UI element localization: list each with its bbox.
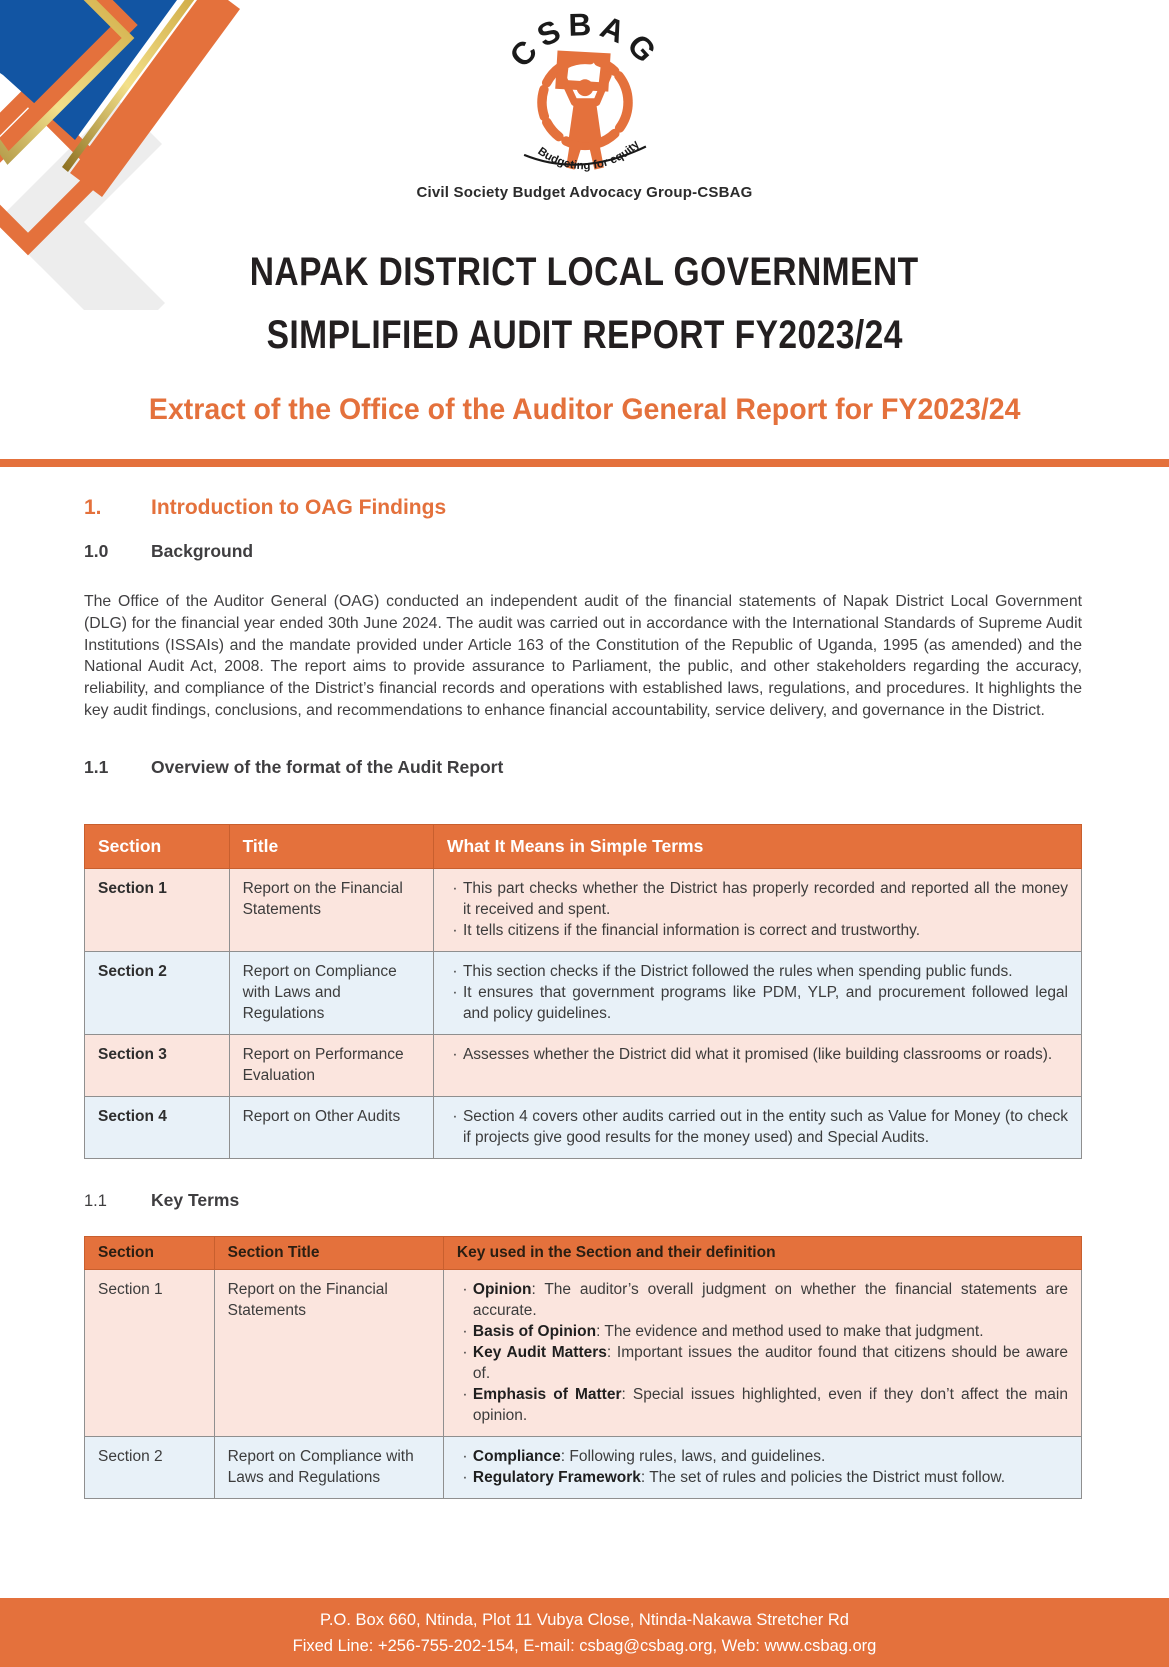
table-row: [85, 1096, 1082, 1158]
csbag-logo: [459, 10, 711, 178]
bullet-text: Assesses whether the District did what it promised (like building classrooms or roads).: [462, 1045, 1053, 1063]
section-heading-intro: [84, 496, 1082, 520]
report-body: [84, 496, 1082, 1499]
column-header: Section: [85, 1236, 215, 1269]
subsection-heading-background: [84, 541, 1082, 562]
table-header-row: [85, 824, 1082, 868]
cell-description: [443, 1269, 1081, 1436]
bullet-text: It tells citizens if the financial information is correct and trustworthy.: [462, 921, 921, 939]
cell-section: Section 1: [85, 1269, 215, 1436]
column-header: Section Title: [214, 1236, 443, 1269]
background-paragraph: The Office of the Auditor General (OAG) conducted an independent audit of the financial statements of Napak District Local Government (DLG) for the financial year ended 30th June 2024. The audit was carried out in accordance with the International Standards of Supreme Audit Institutions (ISSAIs) and the mandate provided under Article 163 of the Constitution of the Republic of Uganda, 1995 (as amended) and the National Audit Act, 2008. The report aims to provide assurance to Parliament, the public, and other stakeholders regarding the accuracy, reliability, and compliance of the District’s financial records and operations with established laws, regulations, and procedures. It highlights the key audit findings, conclusions, and recommendations to enhance financial accountability, service delivery, and governance in the District.: [84, 593, 1082, 719]
bullet-item: [447, 961, 1068, 982]
bullet-item: [457, 1467, 1068, 1488]
bullet-item: [447, 920, 1068, 941]
cell-title: Report on the Financial Statements: [214, 1269, 443, 1436]
column-header: Section: [85, 824, 230, 868]
cell-section: Section 3: [85, 1034, 230, 1096]
bullet-item: [457, 1342, 1068, 1384]
page-footer: [0, 1598, 1169, 1667]
report-subtitle: Extract of the Office of the Auditor General Report for FY2023/24: [148, 393, 1021, 426]
cell-title: Report on Other Audits: [229, 1096, 433, 1158]
cell-description: [433, 1096, 1081, 1158]
bullet-item: [447, 1044, 1068, 1065]
footer-address: P.O. Box 660, Ntinda, Plot 11 Vubya Close, Ntinda-Nakawa Stretcher Rd: [320, 1611, 849, 1629]
cell-description: [443, 1436, 1081, 1498]
report-header: [0, 0, 1169, 433]
logo-tagline: Budgeting for equity: [534, 138, 642, 173]
bullet-text: Basis of Opinion: The evidence and method used to make that judgment.: [472, 1322, 984, 1340]
bullet-marker: ·: [452, 921, 458, 939]
bullet-marker: ·: [452, 983, 458, 1001]
section-number: 1.: [84, 496, 102, 519]
cell-description: [433, 1034, 1081, 1096]
bullet-text: Emphasis of Matter: Special issues highlighted, even if they don’t affect the main opinion.: [472, 1385, 1068, 1424]
subsection-title: Key Terms: [151, 1189, 240, 1210]
subsection-number: 1.1: [84, 756, 109, 777]
bullet-marker: ·: [462, 1280, 468, 1298]
orange-divider-rule: [0, 459, 1169, 467]
bullet-item: [457, 1279, 1068, 1321]
bullet-text: This section checks if the District followed the rules when spending public funds.: [462, 962, 1013, 980]
key-terms-table: [84, 1236, 1082, 1499]
footer-contacts: Fixed Line: +256-755-202-154, E-mail: csbag@csbag.org, Web: www.csbag.org: [292, 1637, 877, 1655]
bullet-text: Compliance: Following rules, laws, and guidelines.: [472, 1447, 826, 1465]
svg-text:CSBAG: [502, 10, 668, 74]
logo-figure-head: [576, 79, 593, 96]
bullet-marker: ·: [462, 1322, 468, 1340]
bullet-item: [457, 1321, 1068, 1342]
bullet-item: [457, 1384, 1068, 1426]
report-title-line2: SIMPLIFIED AUDIT REPORT FY2023/24: [266, 313, 903, 357]
bullet-marker: ·: [462, 1468, 468, 1486]
bullet-marker: ·: [462, 1385, 468, 1403]
bullet-marker: ·: [452, 1107, 458, 1125]
bullet-marker: ·: [462, 1343, 468, 1361]
column-header: Title: [229, 824, 433, 868]
report-title-line1: NAPAK DISTRICT LOCAL GOVERNMENT: [250, 250, 919, 294]
report-title: [0, 241, 1169, 367]
subsection-heading-key-terms: [84, 1190, 1082, 1211]
cell-section: Section 2: [85, 1436, 215, 1498]
bullet-item: [457, 1446, 1068, 1467]
bullet-text: Opinion: The auditor’s overall judgment on whether the financial statements are accurate.: [472, 1280, 1068, 1319]
bullet-marker: ·: [462, 1447, 468, 1465]
bullet-text: Key Audit Matters: Important issues the auditor found that citizens should be aware of.: [472, 1343, 1068, 1382]
cell-section: Section 2: [85, 951, 230, 1034]
bullet-marker: ·: [452, 962, 458, 980]
subsection-title: Background: [151, 541, 254, 561]
audit-report-format-table: [84, 824, 1082, 1159]
bullet-text: This part checks whether the District has properly recorded and reported all the money it received and spent.: [462, 879, 1068, 918]
subsection-number: 1.1: [84, 1191, 107, 1210]
bullet-text: Regulatory Framework: The set of rules and policies the District must follow.: [472, 1468, 1005, 1486]
cell-title: Report on the Financial Statements: [229, 868, 433, 951]
cell-section: Section 4: [85, 1096, 230, 1158]
bullet-marker: ·: [452, 1045, 458, 1063]
column-header: What It Means in Simple Terms: [433, 824, 1081, 868]
table-row: [85, 1436, 1082, 1498]
cell-title: Report on Performance Evaluation: [229, 1034, 433, 1096]
cell-description: [433, 868, 1081, 951]
table-row: [85, 868, 1082, 951]
bullet-text: It ensures that government programs like PDM, YLP, and procurement followed legal and policy guidelines.: [462, 983, 1068, 1022]
subsection-title: Overview of the format of the Audit Report: [151, 756, 504, 777]
column-header: Key used in the Section and their definition: [443, 1236, 1081, 1269]
cell-section: Section 1: [85, 868, 230, 951]
bullet-item: [447, 982, 1068, 1024]
bullet-marker: ·: [452, 879, 458, 897]
bullet-text: Section 4 covers other audits carried out in the entity such as Value for Money (to check if projects give good results for the money used) and Special Audits.: [462, 1107, 1068, 1146]
table-header-row: [85, 1236, 1082, 1269]
cell-description: [433, 951, 1081, 1034]
table-row: [85, 1269, 1082, 1436]
section-title: Introduction to OAG Findings: [151, 496, 447, 519]
organization-name: Civil Society Budget Advocacy Group-CSBAG: [416, 184, 753, 201]
bullet-item: [447, 1106, 1068, 1148]
table-row: [85, 951, 1082, 1034]
table-row: [85, 1034, 1082, 1096]
subsection-heading-overview: [84, 757, 1082, 778]
cell-title: Report on Compliance with Laws and Regulations: [214, 1436, 443, 1498]
cell-title: Report on Compliance with Laws and Regulations: [229, 951, 433, 1034]
bullet-item: [447, 878, 1068, 920]
logo-arc-text: CSBAG: [501, 10, 668, 74]
subsection-number: 1.0: [84, 541, 109, 561]
